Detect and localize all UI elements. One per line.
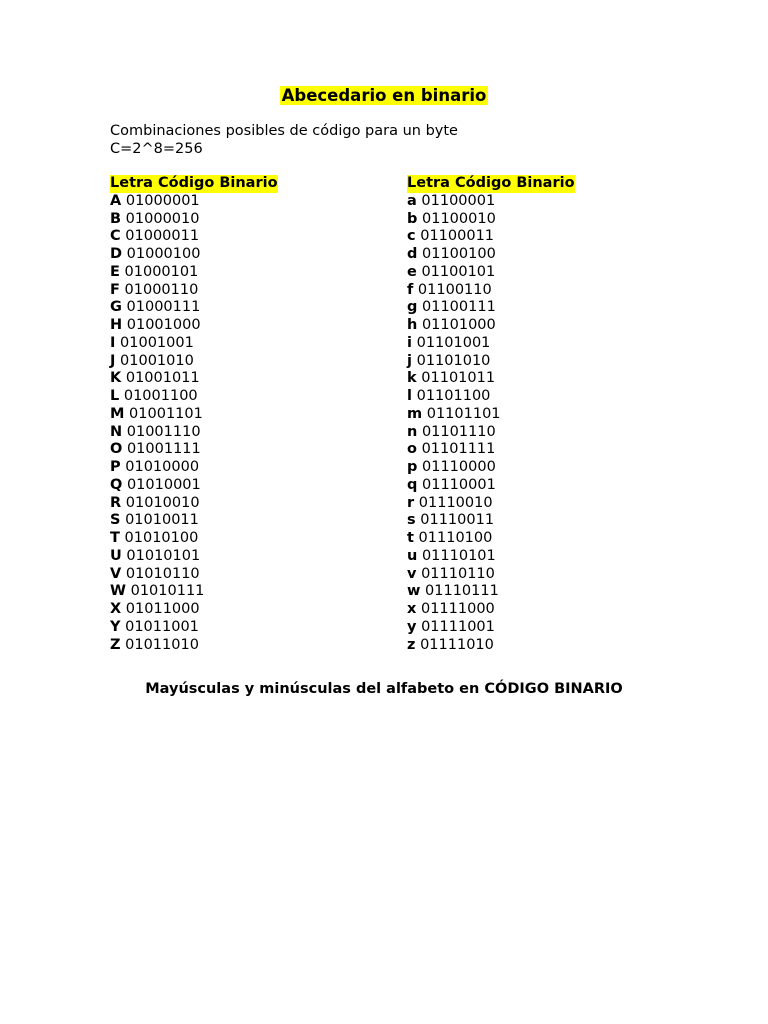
- uppercase-letter: D: [110, 246, 123, 262]
- lowercase-letter: v: [407, 565, 417, 582]
- lowercase-row: [407, 512, 575, 530]
- lowercase-row: [407, 530, 575, 548]
- uppercase-row: [110, 406, 278, 424]
- uppercase-row: [110, 335, 278, 353]
- uppercase-code: 01000100: [126, 246, 201, 262]
- uppercase-code: 01010110: [125, 565, 200, 582]
- lowercase-row: [407, 299, 575, 317]
- uppercase-row: [110, 264, 278, 282]
- uppercase-code: 01011001: [125, 618, 199, 635]
- lowercase-code: 01101010: [416, 352, 491, 369]
- lowercase-letter: n: [407, 423, 418, 440]
- lowercase-letter: i: [407, 334, 412, 351]
- lowercase-code: 01101100: [416, 388, 491, 404]
- uppercase-code: 01001101: [129, 405, 203, 422]
- uppercase-code: 01010100: [124, 530, 199, 546]
- uppercase-letter: X: [110, 601, 122, 617]
- caption: Mayúsculas y minúsculas del alfabeto en CÓDIGO BINARIO: [145, 681, 623, 697]
- lowercase-row: [407, 583, 575, 601]
- uppercase-letter: G: [110, 299, 122, 316]
- lowercase-code: 01101011: [421, 370, 496, 387]
- lowercase-code: 01100110: [417, 281, 492, 298]
- uppercase-letter: L: [110, 388, 120, 404]
- uppercase-letter: S: [110, 512, 121, 529]
- uppercase-row: [110, 583, 278, 601]
- intro-line-2: C=2^8=256: [110, 141, 203, 157]
- uppercase-letter: U: [110, 547, 122, 564]
- uppercase-row: [110, 317, 278, 335]
- uppercase-code: 01001110: [126, 423, 201, 440]
- uppercase-letter: E: [110, 263, 120, 280]
- intro-block: [110, 122, 458, 158]
- lowercase-row: [407, 228, 575, 246]
- lowercase-row: [407, 317, 575, 335]
- lowercase-row: [407, 211, 575, 229]
- uppercase-row: [110, 601, 278, 619]
- lowercase-letter: h: [407, 317, 418, 333]
- lowercase-letter: s: [407, 512, 416, 529]
- uppercase-code: 01000011: [125, 228, 200, 245]
- uppercase-letter: I: [110, 334, 116, 351]
- uppercase-column: [110, 175, 278, 654]
- uppercase-row: [110, 282, 278, 300]
- uppercase-code: 01010101: [126, 547, 201, 564]
- uppercase-row: [110, 424, 278, 442]
- lowercase-row: [407, 619, 575, 637]
- uppercase-row: [110, 211, 278, 229]
- lowercase-code: 01110101: [421, 547, 496, 564]
- lowercase-letter: a: [407, 192, 417, 209]
- lowercase-letter: t: [407, 530, 414, 546]
- lowercase-letter: x: [407, 601, 417, 617]
- uppercase-code: 01001001: [120, 334, 194, 351]
- lowercase-row: [407, 601, 575, 619]
- lowercase-row: [407, 424, 575, 442]
- lowercase-column: [407, 175, 575, 654]
- uppercase-row: [110, 619, 278, 637]
- lowercase-row: [407, 353, 575, 371]
- uppercase-letter: V: [110, 565, 122, 582]
- lowercase-row: [407, 282, 575, 300]
- lowercase-code: 01110100: [418, 530, 493, 546]
- uppercase-row: [110, 566, 278, 584]
- lowercase-code: 01111000: [420, 601, 495, 617]
- uppercase-code: 01011000: [125, 601, 200, 617]
- uppercase-code: 01010111: [130, 583, 205, 600]
- lowercase-code: 01110000: [422, 459, 496, 475]
- uppercase-row: [110, 495, 278, 513]
- uppercase-letter: H: [110, 317, 123, 333]
- uppercase-code: 01010011: [125, 512, 199, 529]
- lowercase-letter: e: [407, 263, 417, 280]
- lowercase-letter: k: [407, 370, 417, 387]
- lowercase-row: [407, 566, 575, 584]
- lowercase-row: [407, 637, 575, 655]
- uppercase-row: [110, 530, 278, 548]
- lowercase-code: 01101110: [421, 423, 496, 440]
- lowercase-letter: b: [407, 210, 418, 227]
- lowercase-letter: w: [407, 583, 421, 600]
- lowercase-letter: y: [407, 618, 417, 635]
- lowercase-row: [407, 388, 575, 406]
- uppercase-code: 01001111: [126, 441, 201, 458]
- intro-line-1: Combinaciones posibles de código para un byte: [110, 123, 458, 139]
- uppercase-letter: J: [110, 352, 116, 369]
- lowercase-column-header: Letra Código Binario: [407, 175, 575, 191]
- lowercase-letter: r: [407, 494, 415, 511]
- lowercase-code: 01100011: [420, 228, 495, 245]
- uppercase-letter: N: [110, 423, 123, 440]
- lowercase-letter: o: [407, 441, 417, 458]
- uppercase-letter: P: [110, 459, 121, 475]
- lowercase-code: 01111010: [420, 636, 494, 653]
- uppercase-letter: F: [110, 281, 120, 298]
- uppercase-code: 01010000: [125, 459, 200, 475]
- uppercase-letter: C: [110, 228, 121, 245]
- uppercase-row: [110, 459, 278, 477]
- uppercase-letter: Z: [110, 636, 121, 653]
- uppercase-row: [110, 370, 278, 388]
- uppercase-row: [110, 548, 278, 566]
- uppercase-code: 01001000: [126, 317, 201, 333]
- lowercase-letter: z: [407, 636, 416, 653]
- uppercase-row: [110, 228, 278, 246]
- lowercase-code: 01100100: [422, 246, 496, 262]
- lowercase-code: 01101101: [426, 405, 501, 422]
- lowercase-letter: c: [407, 228, 416, 245]
- uppercase-code: 01010010: [125, 494, 200, 511]
- lowercase-code: 01101001: [416, 334, 491, 351]
- uppercase-code: 01011010: [125, 636, 199, 653]
- uppercase-row: [110, 193, 278, 211]
- lowercase-code: 01110010: [418, 494, 493, 511]
- uppercase-row: [110, 512, 278, 530]
- lowercase-row: [407, 548, 575, 566]
- lowercase-letter: u: [407, 547, 418, 564]
- lowercase-letter: q: [407, 476, 418, 493]
- lowercase-letter: j: [407, 352, 412, 369]
- uppercase-code: 01000101: [124, 263, 199, 280]
- lowercase-letter: l: [407, 388, 412, 404]
- lowercase-row: [407, 193, 575, 211]
- uppercase-code: 01010001: [126, 476, 201, 493]
- lowercase-code: 01101000: [421, 317, 496, 333]
- lowercase-code: 01110011: [420, 512, 495, 529]
- uppercase-code: 01000001: [125, 192, 200, 209]
- uppercase-code: 01001010: [120, 352, 194, 369]
- lowercase-letter: f: [407, 281, 414, 298]
- lowercase-row: [407, 406, 575, 424]
- lowercase-code: 01100111: [422, 299, 496, 316]
- lowercase-row: [407, 264, 575, 282]
- uppercase-letter: Y: [110, 618, 121, 635]
- lowercase-letter: p: [407, 459, 418, 475]
- uppercase-row: [110, 477, 278, 495]
- uppercase-row: [110, 299, 278, 317]
- uppercase-letter: O: [110, 441, 123, 458]
- lowercase-row: [407, 441, 575, 459]
- lowercase-letter: g: [407, 299, 418, 316]
- lowercase-row: [407, 459, 575, 477]
- uppercase-letter: M: [110, 405, 125, 422]
- lowercase-code: 01111001: [421, 618, 495, 635]
- uppercase-row: [110, 637, 278, 655]
- lowercase-row: [407, 335, 575, 353]
- page-title-text: Abecedario en binario: [281, 86, 487, 105]
- lowercase-row: [407, 370, 575, 388]
- uppercase-row: [110, 246, 278, 264]
- uppercase-code: 01000111: [126, 299, 201, 316]
- uppercase-code: 01000110: [124, 281, 199, 298]
- lowercase-row: [407, 246, 575, 264]
- uppercase-code: 01001100: [123, 388, 198, 404]
- lowercase-code: 01110111: [425, 583, 499, 600]
- uppercase-column-header: Letra Código Binario: [110, 175, 278, 191]
- lowercase-code: 01100101: [421, 263, 496, 280]
- uppercase-letter: Q: [110, 476, 123, 493]
- uppercase-letter: R: [110, 494, 122, 511]
- lowercase-letter: m: [407, 405, 423, 422]
- lowercase-code: 01110001: [422, 476, 496, 493]
- lowercase-row: [407, 495, 575, 513]
- lowercase-code: 01100010: [422, 210, 496, 227]
- uppercase-row: [110, 441, 278, 459]
- lowercase-row: [407, 477, 575, 495]
- uppercase-code: 01001011: [125, 370, 200, 387]
- lowercase-code: 01110110: [421, 565, 495, 582]
- lowercase-code: 01100001: [421, 192, 496, 209]
- page-title: [0, 84, 768, 108]
- lowercase-code: 01101111: [421, 441, 496, 458]
- uppercase-code: 01000010: [125, 210, 200, 227]
- uppercase-letter: T: [110, 530, 120, 546]
- uppercase-letter: B: [110, 210, 122, 227]
- uppercase-row: [110, 388, 278, 406]
- uppercase-row: [110, 353, 278, 371]
- lowercase-letter: d: [407, 246, 418, 262]
- uppercase-letter: K: [110, 370, 122, 387]
- uppercase-letter: W: [110, 583, 126, 600]
- uppercase-letter: A: [110, 192, 122, 209]
